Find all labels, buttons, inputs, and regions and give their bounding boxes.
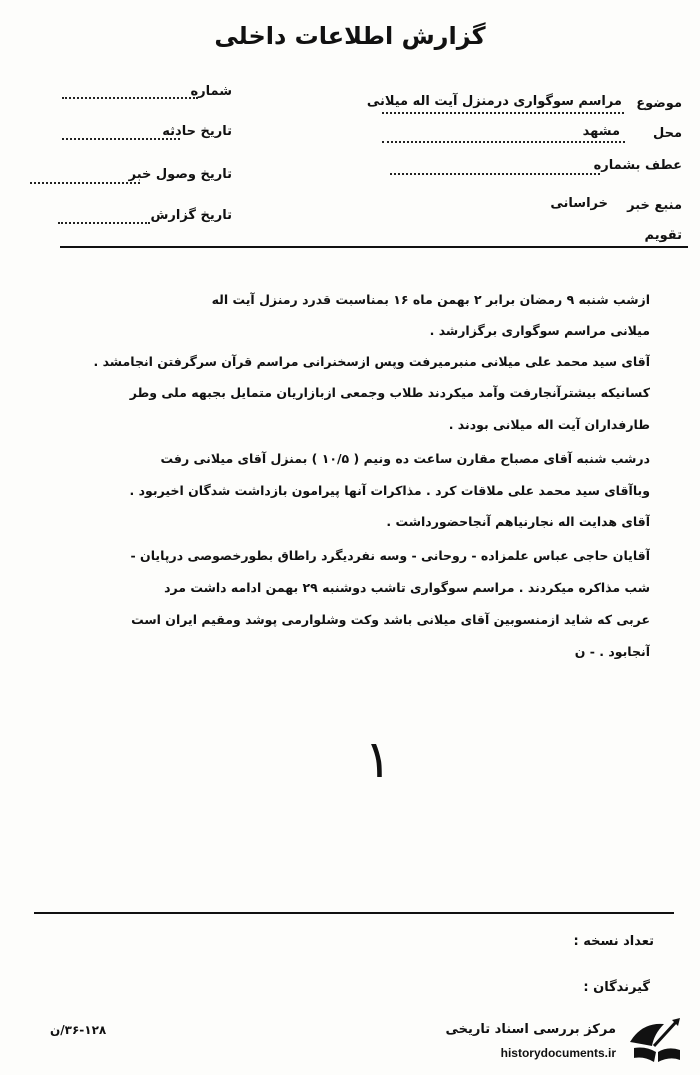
incident-date-label: تاریخ حادثه [162, 124, 232, 139]
body-line-1: ازشب شنبه ۹ رمضان برابر ۲ بهمن ماه ۱۶ بمناسبت قدرد رمنزل آیت اله [211, 292, 650, 307]
place-value: مشهد [582, 124, 620, 139]
header-divider [60, 246, 688, 248]
body-line-12: آنجابود . - ن [574, 644, 650, 659]
body-line-4: کسانیکه بیشترآنجارفت وآمد میکردند طلاب وجمعی ازبازاریان متمایل بجبهه ملی وطر [129, 385, 650, 400]
book-quill-icon [624, 1016, 686, 1068]
place-label: محل [652, 126, 682, 141]
body-line-9: آقایان حاجی عباس علمزاده - روحانی - وسه نفردیگرد راطاق بطورخصوصی درپایان - [130, 548, 650, 563]
document-title: گزارش اطلاعات داخلی [214, 22, 486, 50]
received-date-label: تاریخ وصول خبر [128, 167, 232, 182]
footer-divider [34, 912, 674, 914]
number-label: شماره [190, 84, 232, 99]
subject-value: مراسم سوگواری درمنزل آیت اله میلانی [366, 94, 622, 109]
source-value: خراسانی [550, 196, 608, 211]
copies-label: تعداد نسخه : [573, 934, 654, 949]
place-dotted-line [382, 141, 625, 143]
received-date-dotted-line [30, 182, 140, 184]
body-line-3: آقای سید محمد علی میلانی منبرمیرفت وپس ازسخنرانی مراسم قرآن سرگرفتن انجامشد . [93, 354, 650, 369]
incident-date-dotted-line [62, 138, 180, 140]
page-mark: ۱ [364, 730, 392, 790]
number-dotted-line [62, 97, 198, 99]
body-line-10: شب مذاکره میکردند . مراسم سوگواری تاشب دوشنبه ۲۹ بهمن ادامه داشت مرد [164, 580, 650, 595]
body-line-6: درشب شنبه آقای مصباح مقارن ساعت ده ونیم ( ۱۰/۵ ) بمنزل آقای میلانی رفت [160, 451, 650, 466]
watermark-url: historydocuments.ir [500, 1046, 616, 1060]
subject-dotted-line [382, 112, 624, 114]
ref-dotted-line [390, 173, 600, 175]
document-code: ۳۶-۱۲۸/ن [50, 1023, 107, 1037]
source-label: منبع خبر [627, 198, 682, 213]
body-line-8: آقای هدایت اله نجارنیاهم آنجاحضورداشت . [386, 514, 650, 529]
body-line-5: طارفداران آیت اله میلانی بودند . [448, 417, 650, 432]
report-date-dotted-line [58, 222, 150, 224]
watermark-name: مرکز بررسی اسناد تاریخی [445, 1022, 616, 1037]
subject-label: موضوع [636, 96, 682, 111]
report-date-label: تاریخ گزارش [150, 208, 232, 223]
rating-label: تقویم [644, 228, 682, 243]
body-line-7: وباآقای سید محمد علی ملاقات کرد . مذاکرات آنها پیرامون بازداشت شدگان اخیربود . [129, 483, 650, 498]
body-line-11: عربی که شاید ازمنسوبین آقای میلانی باشد وکت وشلوارمی پوشد ومقیم ایران است [131, 612, 650, 627]
body-line-2: میلانی مراسم سوگواری برگزارشد . [429, 323, 650, 338]
recipients-label: گیرندگان : [583, 980, 650, 995]
ref-label: عطف بشماره [593, 158, 682, 173]
